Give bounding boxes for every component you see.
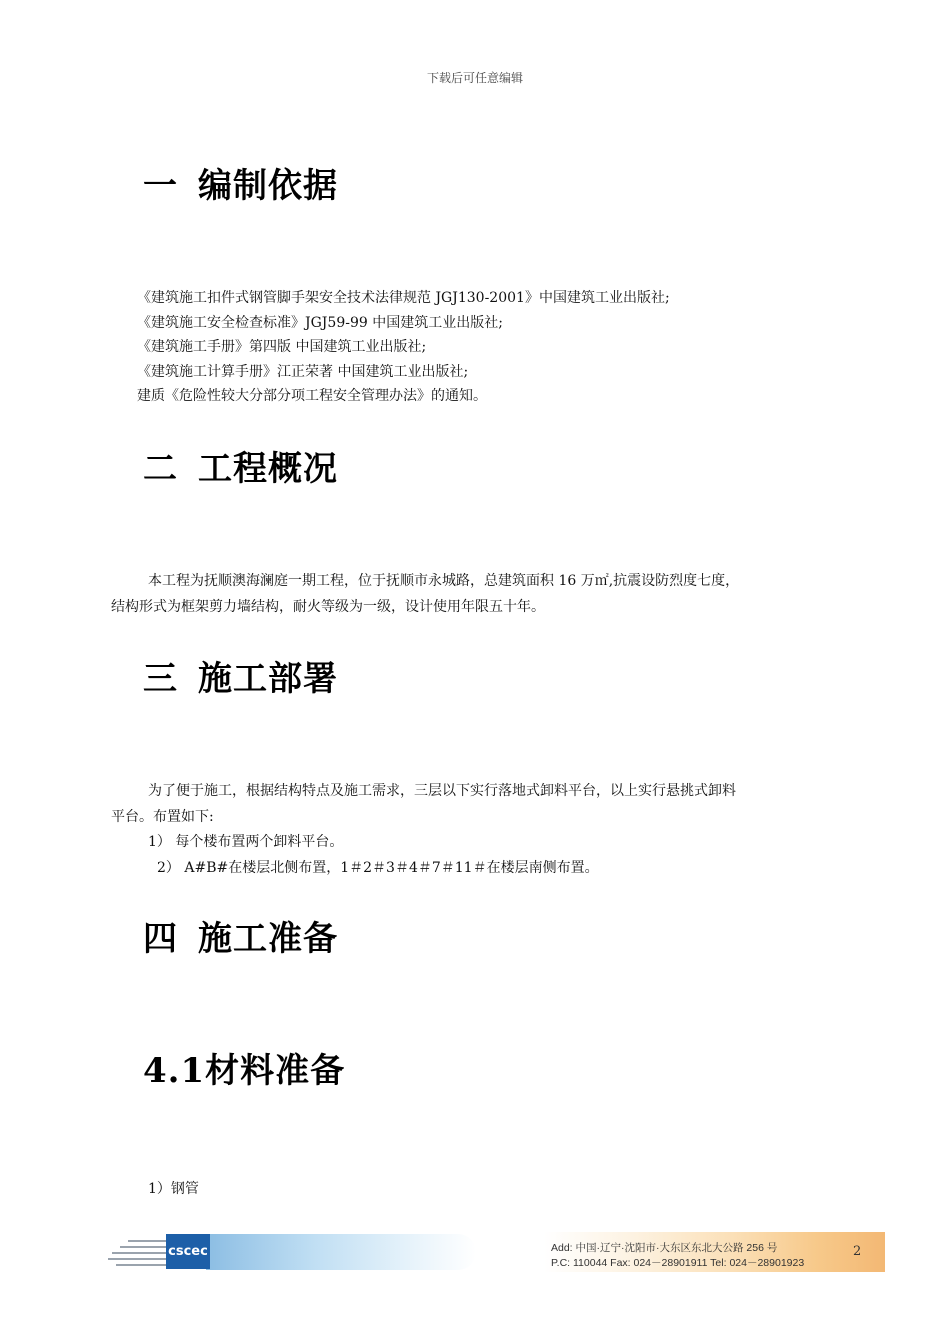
page-footer <box>108 1232 885 1272</box>
footer-wave-decoration <box>206 1234 476 1270</box>
reference-list <box>137 286 670 409</box>
section-number: 一 <box>143 166 178 206</box>
company-logo: cscec <box>166 1234 210 1269</box>
section-heading-1 <box>143 158 338 207</box>
paragraph-line: 为了便于施工，根据结构特点及施工需求，三层以下实行落地式卸料平台，以上实行悬挑式卸料 <box>148 783 736 799</box>
footer-address-block <box>551 1241 804 1271</box>
section-heading-2 <box>143 441 338 490</box>
paragraph-line: 结构形式为框架剪力墙结构，耐火等级为一级，设计使用年限五十年。 <box>111 598 545 615</box>
paragraph-line: 平台。布置如下: <box>111 808 214 825</box>
paragraph-line: 本工程为抚顺澳海澜庭一期工程，位于抚顺市永城路，总建筑面积 16 万㎡,抗震设防烈度七度， <box>148 573 740 589</box>
page-header: 下载后可任意编辑 <box>426 71 523 85</box>
section-number: 4.1 <box>143 1051 206 1091</box>
overview-paragraph <box>111 569 863 620</box>
reference-item: 《建筑施工计算手册》江正荣著 中国建筑工业出版社; <box>137 363 469 380</box>
list-item: 2） A#B#在楼层北侧布置，1＃2＃3＃4＃7＃11＃在楼层南侧布置。 <box>157 860 599 876</box>
reference-item: 《建筑施工扣件式钢管脚手架安全技术法律规范 JGJ130-2001》中国建筑工业出版社; <box>137 290 670 306</box>
footer-contact: P.C: 110044 Fax: 024－28901911 Tel: 024－28901923 <box>551 1257 805 1269</box>
section-number: 四 <box>143 919 178 959</box>
reference-item: 《建筑施工手册》第四版 中国建筑工业出版社; <box>137 339 427 355</box>
reference-item: 建质《危险性较大分部分项工程安全管理办法》的通知。 <box>137 388 487 404</box>
list-item: 1） 每个楼布置两个卸料平台。 <box>148 834 344 850</box>
page-number: 2 <box>853 1244 862 1259</box>
section-title: 施工部署 <box>198 659 338 699</box>
section-heading-4 <box>143 911 338 960</box>
reference-item: 《建筑施工安全检查标准》JGJ59-99 中国建筑工业出版社; <box>137 314 503 331</box>
section-title: 材料准备 <box>205 1051 346 1091</box>
section-title: 工程概况 <box>198 449 338 489</box>
section-title: 编制依据 <box>198 166 338 206</box>
section-heading-3 <box>143 651 338 700</box>
company-logo-lines-icon <box>108 1238 170 1268</box>
footer-address: Add: 中国·辽宁·沈阳市·大东区东北大公路 256 号 <box>551 1242 778 1254</box>
list-item: 1）钢管 <box>148 1181 199 1197</box>
subsection-heading-4-1 <box>143 1043 345 1092</box>
deployment-paragraph <box>111 779 863 830</box>
section-number: 三 <box>143 659 178 699</box>
section-number: 二 <box>143 449 178 489</box>
section-title: 施工准备 <box>198 919 338 959</box>
